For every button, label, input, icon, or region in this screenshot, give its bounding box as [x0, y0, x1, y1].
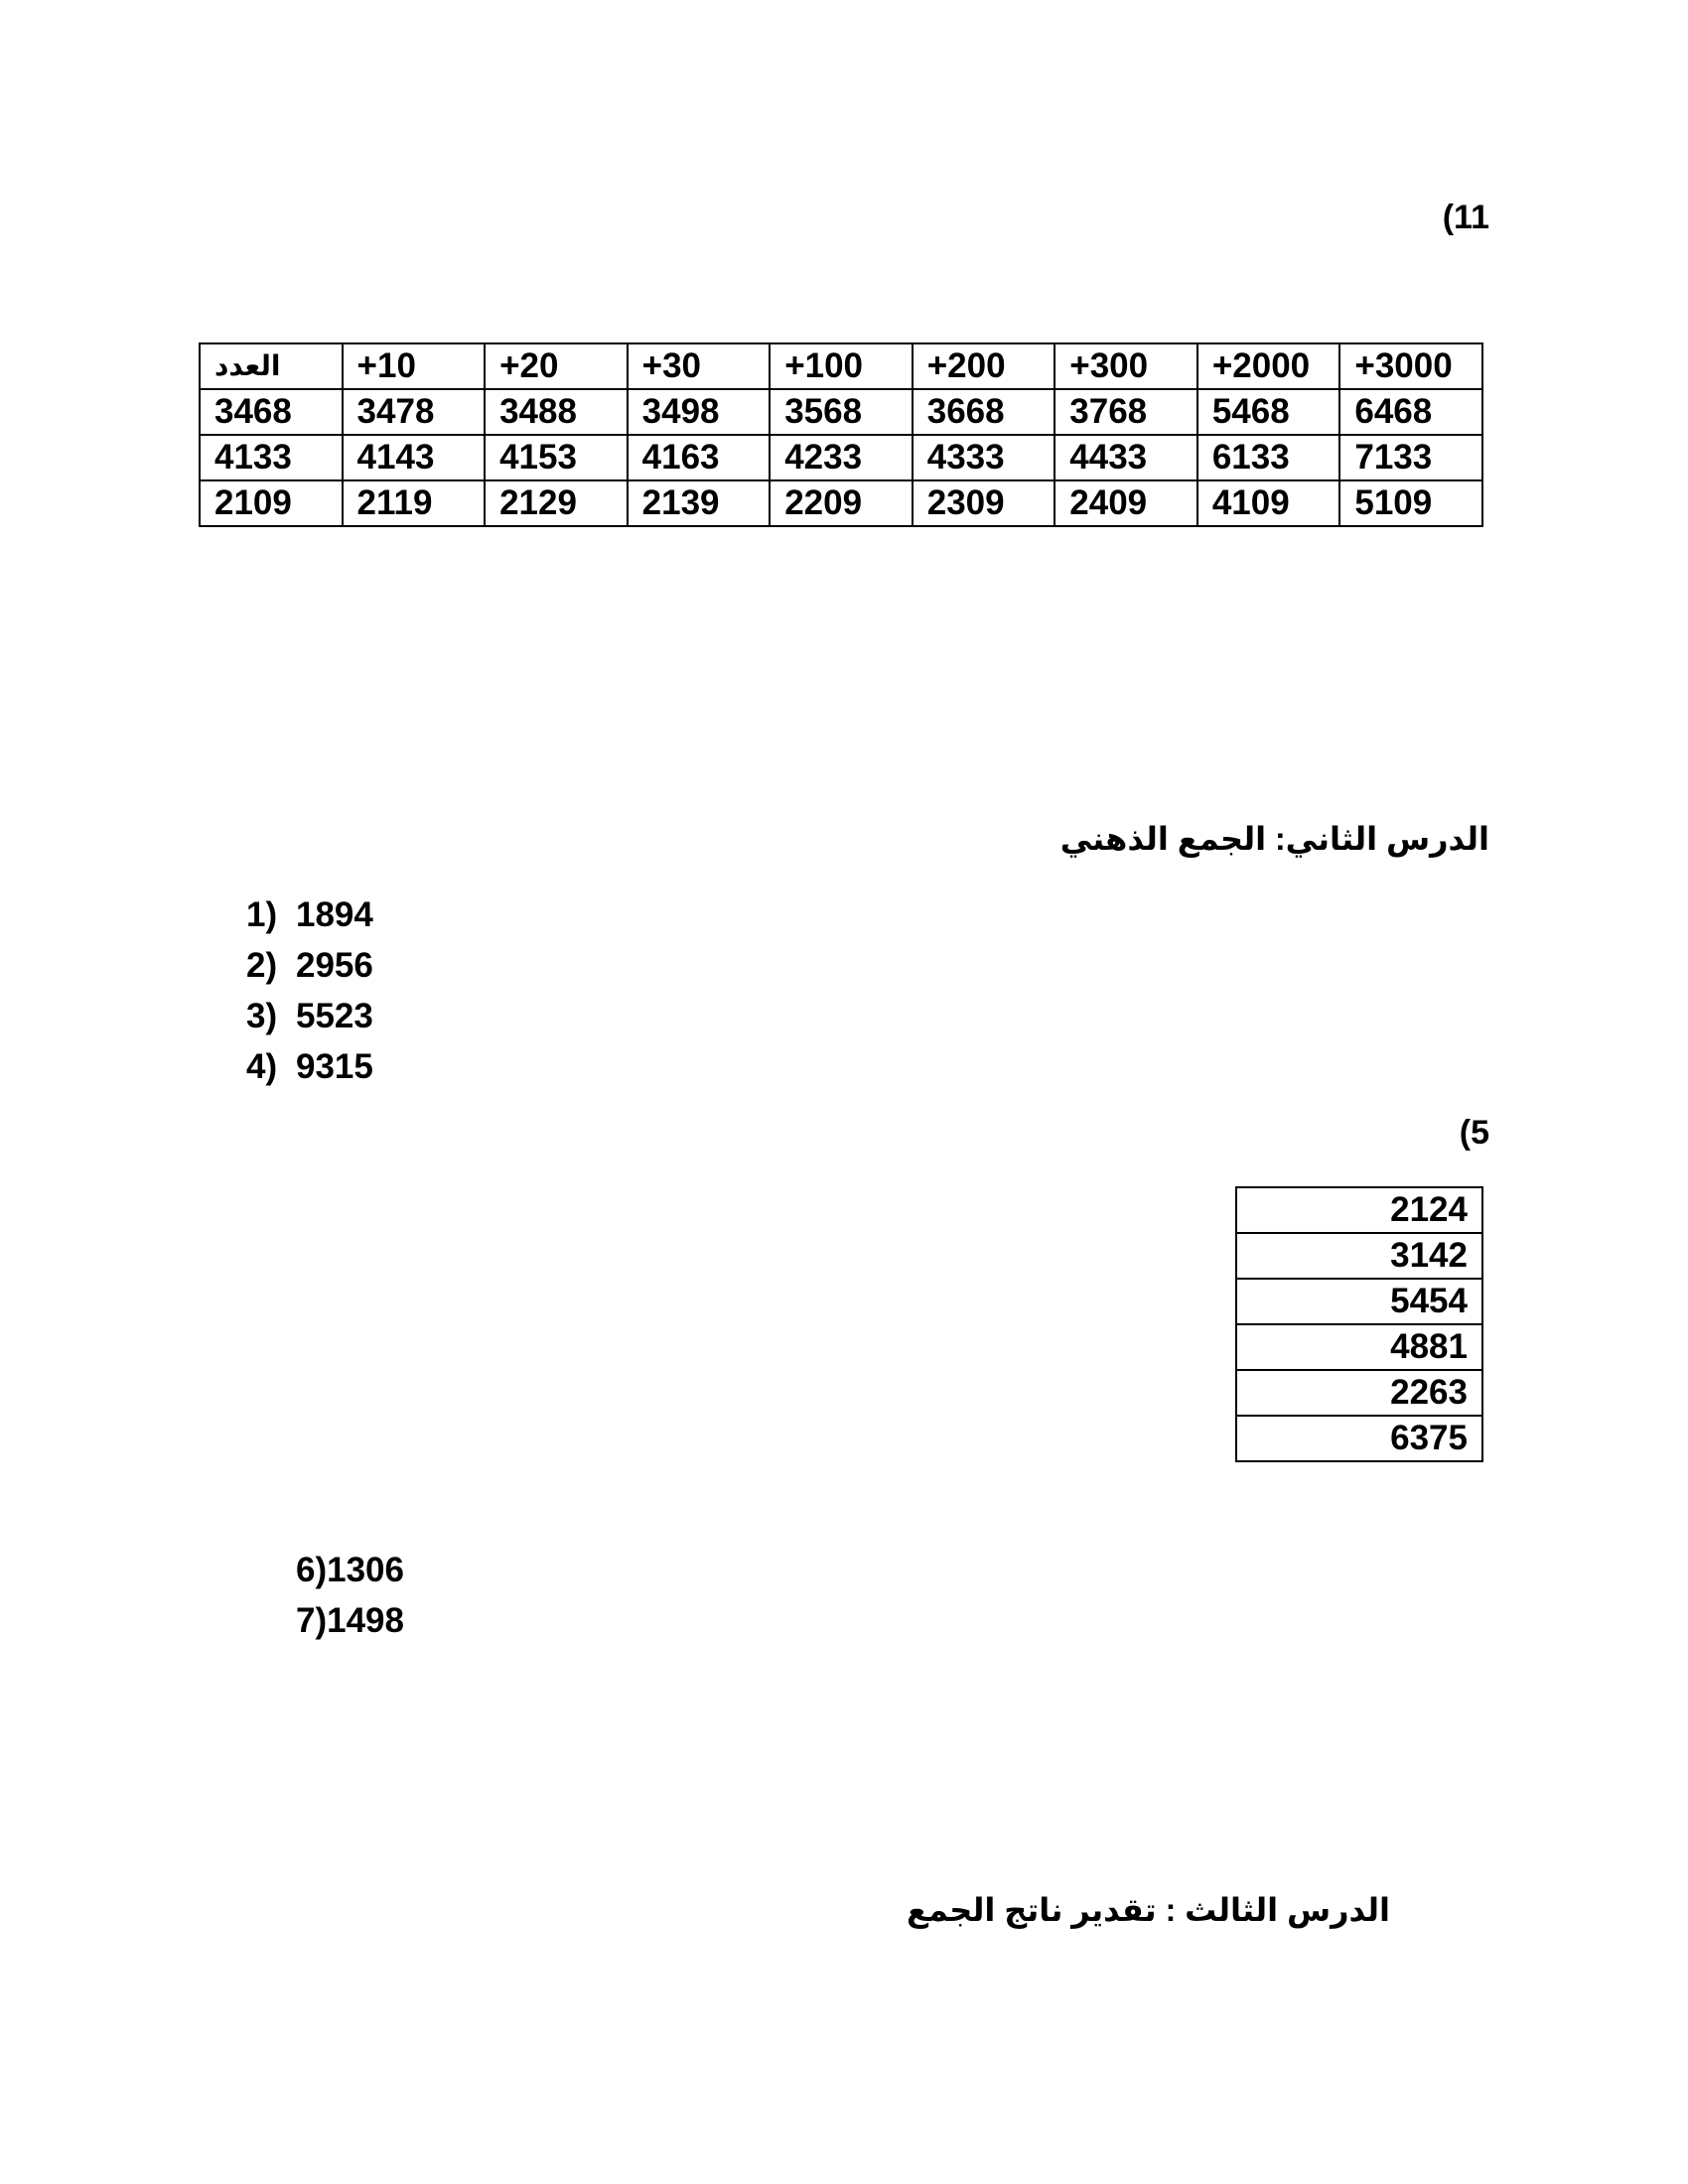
table-cell: 3498 [628, 389, 771, 435]
table-cell: 5454 [1236, 1279, 1482, 1324]
table-header-cell: +3000 [1339, 343, 1482, 389]
table-cell: 3668 [913, 389, 1055, 435]
addition-table [199, 342, 1483, 527]
table-header-row [200, 343, 1482, 389]
table-cell: 2109 [200, 480, 343, 526]
table-cell: 2309 [913, 480, 1055, 526]
table-cell: 6468 [1339, 389, 1482, 435]
table-row [1236, 1279, 1482, 1324]
lesson-2-answer-list [246, 889, 373, 1092]
table-cell: 2119 [343, 480, 486, 526]
table-cell: 5109 [1339, 480, 1482, 526]
table-cell: 2263 [1236, 1370, 1482, 1416]
table-cell: 3478 [343, 389, 486, 435]
table-row [1236, 1187, 1482, 1233]
table-cell: 2409 [1055, 480, 1197, 526]
table-row [200, 435, 1482, 480]
table-header-cell: +200 [913, 343, 1055, 389]
table-header-cell: +2000 [1197, 343, 1340, 389]
item-value: 5523 [296, 997, 373, 1035]
table-cell: 3568 [770, 389, 913, 435]
table-cell: 4233 [770, 435, 913, 480]
table-cell: 4163 [628, 435, 771, 480]
table-cell: 2129 [485, 480, 628, 526]
table-cell: 4133 [200, 435, 343, 480]
item-number: 1) [246, 895, 278, 934]
list-item [246, 889, 373, 940]
item-number: 4) [246, 1047, 278, 1086]
table-cell: 4153 [485, 435, 628, 480]
item-number: 3) [246, 997, 278, 1035]
table-cell: 3488 [485, 389, 628, 435]
list-item [246, 1041, 373, 1092]
list-item: 6)1306 [296, 1551, 404, 1589]
table-cell: 2124 [1236, 1187, 1482, 1233]
item-number: 2) [246, 946, 278, 985]
item-value: 9315 [296, 1047, 373, 1086]
answers-6-7 [296, 1545, 404, 1646]
table-cell: 4433 [1055, 435, 1197, 480]
table-header-cell: +300 [1055, 343, 1197, 389]
table-row [1236, 1416, 1482, 1461]
list-item [246, 940, 373, 991]
item-value: 1894 [296, 895, 373, 934]
table-row [200, 480, 1482, 526]
table-cell: 5468 [1197, 389, 1340, 435]
question-11-label: (11 [1442, 199, 1489, 236]
table-cell: 4333 [913, 435, 1055, 480]
table-header-cell: العدد [200, 343, 343, 389]
lesson-3-heading: الدرس الثالث : تقدير ناتج الجمع [906, 1892, 1390, 1928]
lesson-2-heading: الدرس الثاني: الجمع الذهني [1059, 821, 1489, 857]
table-cell: 2139 [628, 480, 771, 526]
table-cell: 6133 [1197, 435, 1340, 480]
question-5-table [1235, 1186, 1483, 1462]
list-item [246, 991, 373, 1041]
table-cell: 3142 [1236, 1233, 1482, 1279]
table-header-cell: +30 [628, 343, 771, 389]
table-row [1236, 1233, 1482, 1279]
table-header-cell: +20 [485, 343, 628, 389]
table-cell: 4881 [1236, 1324, 1482, 1370]
table-header-cell: +10 [343, 343, 486, 389]
question-5-label: (5 [1459, 1114, 1489, 1152]
table-cell: 3768 [1055, 389, 1197, 435]
table-cell: 2209 [770, 480, 913, 526]
table-header-cell: +100 [770, 343, 913, 389]
item-value: 2956 [296, 946, 373, 985]
table-cell: 4143 [343, 435, 486, 480]
table-row [1236, 1370, 1482, 1416]
table-row [1236, 1324, 1482, 1370]
table-cell: 7133 [1339, 435, 1482, 480]
table-row [200, 389, 1482, 435]
table-cell: 4109 [1197, 480, 1340, 526]
list-item: 7)1498 [296, 1601, 404, 1640]
table-cell: 3468 [200, 389, 343, 435]
table-cell: 6375 [1236, 1416, 1482, 1461]
